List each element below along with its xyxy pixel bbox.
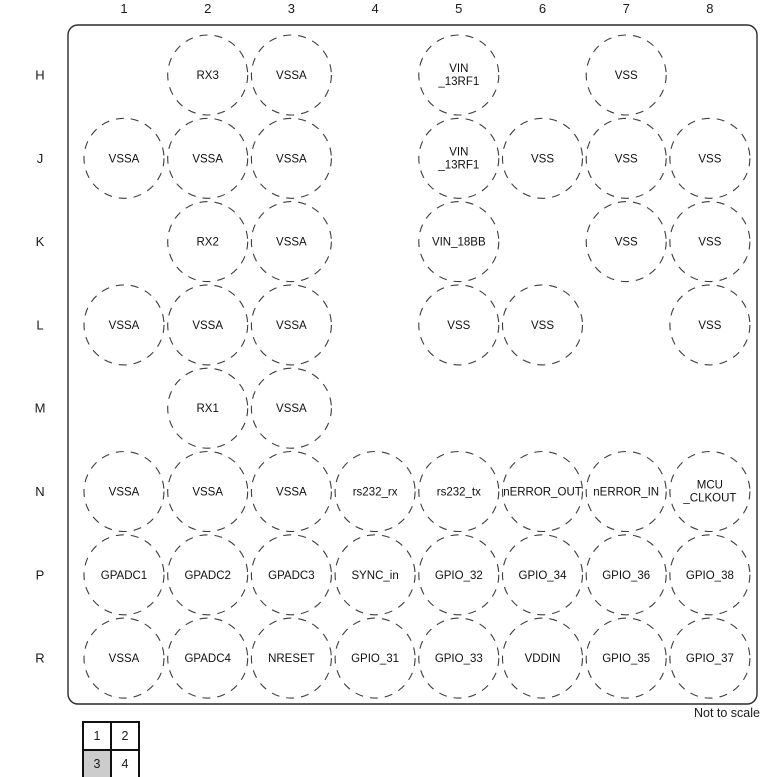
ball-label-H5: VIN _13RF1 xyxy=(438,63,480,88)
ball-H3 xyxy=(251,35,331,115)
ball-H2 xyxy=(168,35,248,115)
ball-label-P4: SYNC_in xyxy=(351,569,399,582)
ball-label-L2: VSSA xyxy=(192,319,224,332)
ball-L5 xyxy=(419,285,499,365)
ball-P5 xyxy=(419,535,499,615)
ball-J6 xyxy=(503,118,583,198)
ball-P4 xyxy=(335,535,415,615)
ball-N4 xyxy=(335,452,415,532)
ball-P1 xyxy=(84,535,164,615)
ball-R8 xyxy=(670,618,750,698)
ball-J7 xyxy=(586,118,666,198)
ball-label-J1: VSSA xyxy=(108,153,140,166)
ball-K5 xyxy=(419,202,499,282)
ball-label-R1: VSSA xyxy=(108,653,140,666)
ball-label-N4: rs232_rx xyxy=(352,486,398,499)
ball-label-R3: NRESET xyxy=(268,653,315,666)
ball-L1 xyxy=(84,285,164,365)
column-label-2: 2 xyxy=(204,1,212,16)
ball-label-H3: VSSA xyxy=(276,70,307,82)
row-label-K: K xyxy=(35,234,45,250)
row-labels xyxy=(35,68,46,666)
ball-J5 xyxy=(419,118,499,198)
row-label-J: J xyxy=(36,150,44,166)
ball-K7 xyxy=(586,202,666,282)
ball-label-N8: MCU _CLKOUT xyxy=(683,479,737,505)
ball-N7 xyxy=(586,452,666,532)
ball-H5 xyxy=(419,35,499,115)
ball-N3 xyxy=(251,452,331,532)
ball-label-J7: VSS xyxy=(614,153,638,166)
ball-R1 xyxy=(84,618,164,698)
ball-label-K3: VSSA xyxy=(276,236,307,249)
ball-L8 xyxy=(670,285,750,365)
not-to-scale-note: Not to scale xyxy=(693,706,760,720)
row-label-H: H xyxy=(35,67,45,83)
ball-label-N1: VSSA xyxy=(108,486,140,499)
ball-label-N7: nERROR_IN xyxy=(593,486,660,499)
ball-label-J5: VIN _13RF1 xyxy=(438,146,480,172)
ball-J3 xyxy=(251,118,331,198)
column-label-6: 6 xyxy=(538,1,547,16)
ball-label-L8: VSS xyxy=(698,319,722,332)
ball-N8 xyxy=(670,452,750,532)
ball-label-P7: GPIO_36 xyxy=(602,569,651,582)
ball-P3 xyxy=(251,535,331,615)
quadrant-cell-2: 2 xyxy=(111,722,139,750)
ball-N5 xyxy=(419,452,499,532)
ball-label-J2: VSSA xyxy=(192,153,224,166)
column-label-1: 1 xyxy=(120,1,128,16)
ball-label-R2: GPADC4 xyxy=(184,653,231,666)
ball-label-N6: nERROR_OUT xyxy=(503,486,582,499)
ball-label-H7: VSS xyxy=(614,70,638,82)
column-label-5: 5 xyxy=(455,1,463,16)
quadrant-cell-1: 1 xyxy=(83,722,111,750)
quadrant-cell-4: 4 xyxy=(111,750,139,777)
ball-L3 xyxy=(251,285,331,365)
ball-K3 xyxy=(251,202,331,282)
column-label-3: 3 xyxy=(287,1,296,16)
ball-label-M2: RX1 xyxy=(196,403,219,416)
ball-label-R8: GPIO_37 xyxy=(685,653,734,666)
ball-grid xyxy=(84,35,750,698)
ball-label-L6: VSS xyxy=(530,319,555,332)
ball-label-N5: rs232_tx xyxy=(436,486,481,499)
ball-label-P6: GPIO_34 xyxy=(518,569,567,582)
row-label-P: P xyxy=(35,567,45,583)
ball-R4 xyxy=(335,618,415,698)
ball-R7 xyxy=(586,618,666,698)
ball-label-K8: VSS xyxy=(698,236,722,249)
ball-R6 xyxy=(503,618,583,698)
ball-R5 xyxy=(419,618,499,698)
ball-label-K5: VIN_18BB xyxy=(431,236,486,249)
ball-label-L1: VSSA xyxy=(108,319,140,332)
ball-label-R5: GPIO_33 xyxy=(434,653,483,666)
ball-J1 xyxy=(84,118,164,198)
ball-L2 xyxy=(168,285,248,365)
ball-N2 xyxy=(168,452,248,532)
ball-outline-H5 xyxy=(419,35,499,115)
ball-label-N3: VSSA xyxy=(276,486,307,499)
ball-label-J6: VSS xyxy=(530,153,555,166)
ball-L6 xyxy=(503,285,583,365)
ball-label-N2: VSSA xyxy=(192,486,224,499)
ball-P6 xyxy=(503,535,583,615)
ball-M3 xyxy=(251,368,331,448)
column-label-7: 7 xyxy=(622,1,630,16)
ball-label-K2: RX2 xyxy=(196,236,219,249)
ball-R3 xyxy=(251,618,331,698)
ball-label-R7: GPIO_35 xyxy=(602,653,651,666)
ball-label-P2: GPADC2 xyxy=(184,569,231,582)
ball-P7 xyxy=(586,535,666,615)
ball-label-R6: VDDIN xyxy=(524,653,561,666)
quadrant-cell-3: 3 xyxy=(83,750,111,777)
ball-label-L3: VSSA xyxy=(276,319,307,332)
ball-label-H2: RX3 xyxy=(196,70,219,82)
ball-label-J8: VSS xyxy=(698,153,722,166)
ball-label-P5: GPIO_32 xyxy=(434,569,483,582)
quadrant-indicator xyxy=(82,721,140,777)
package-outline xyxy=(68,25,757,704)
ball-K8 xyxy=(670,202,750,282)
ball-P8 xyxy=(670,535,750,615)
ball-R2 xyxy=(168,618,248,698)
ball-P2 xyxy=(168,535,248,615)
column-label-4: 4 xyxy=(371,1,379,16)
ball-label-M3: VSSA xyxy=(276,403,307,416)
ball-J2 xyxy=(168,118,248,198)
ball-label-P1: GPADC1 xyxy=(100,569,148,582)
ball-outline-N8 xyxy=(670,452,750,532)
ball-M2 xyxy=(168,368,248,448)
column-label-8: 8 xyxy=(706,1,714,16)
row-label-M: M xyxy=(34,400,46,416)
ball-J8 xyxy=(670,118,750,198)
ball-label-L5: VSS xyxy=(447,319,471,332)
ball-label-P3: GPADC3 xyxy=(268,569,315,582)
ball-K2 xyxy=(168,202,248,282)
ball-N1 xyxy=(84,452,164,532)
column-labels xyxy=(120,1,713,16)
row-label-N: N xyxy=(35,484,45,499)
ball-N6 xyxy=(503,452,583,532)
ball-H7 xyxy=(586,35,666,115)
ball-label-J3: VSSA xyxy=(276,153,307,166)
row-label-R: R xyxy=(35,650,45,666)
ball-label-K7: VSS xyxy=(614,236,638,249)
ball-label-R4: GPIO_31 xyxy=(351,653,400,666)
row-label-L: L xyxy=(36,317,44,333)
ball-label-P8: GPIO_38 xyxy=(685,569,734,582)
